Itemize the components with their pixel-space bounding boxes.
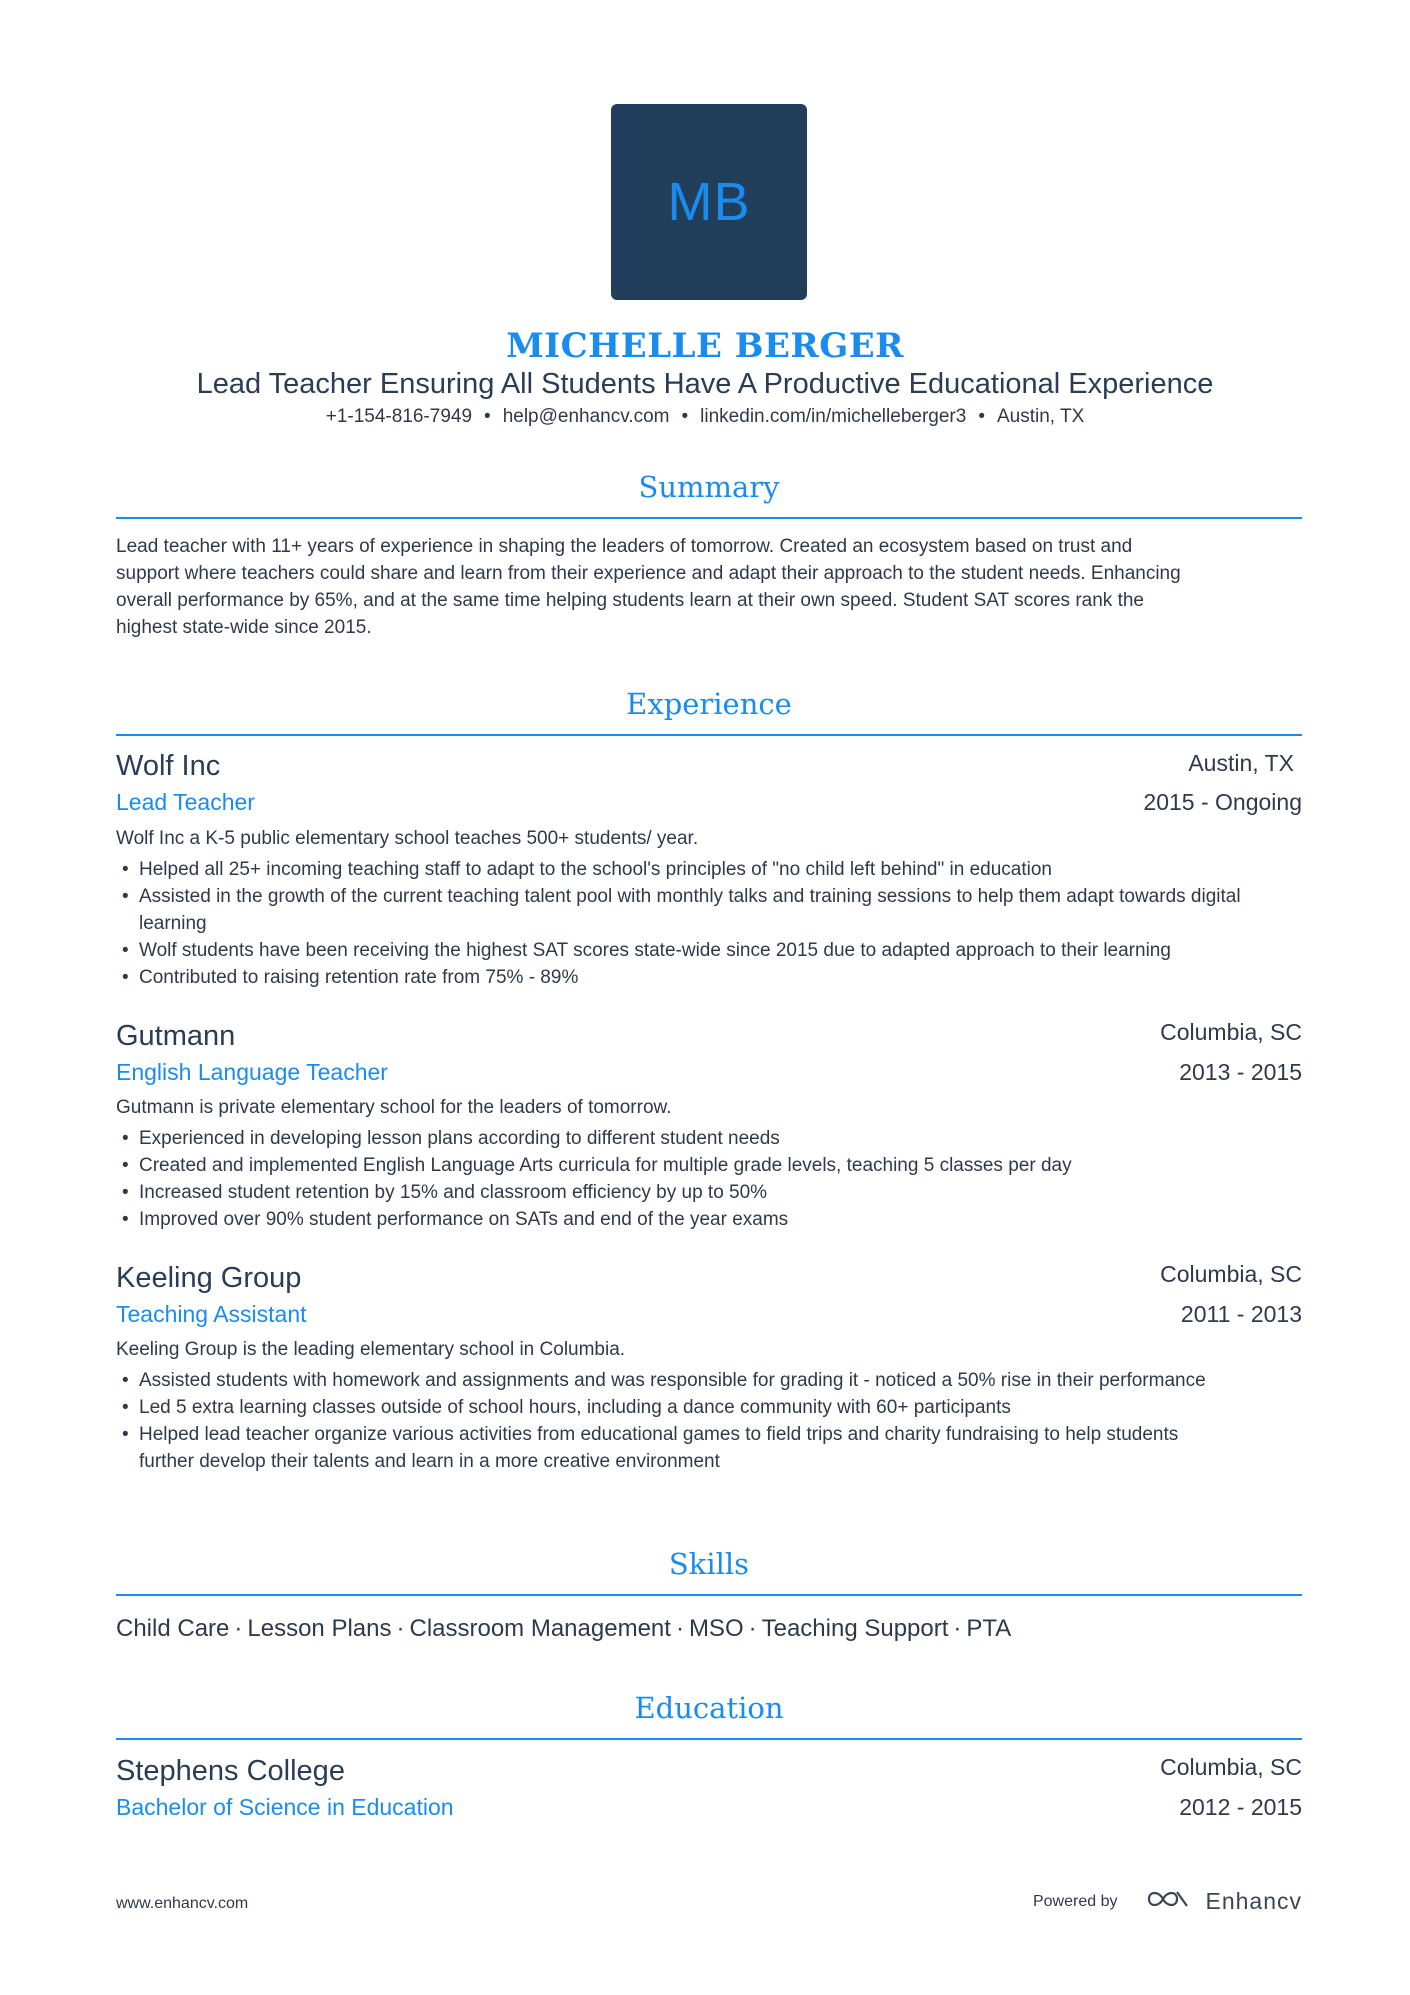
section-title-summary: Summary xyxy=(638,470,780,504)
email-link[interactable]: help@enhancv.com xyxy=(502,406,670,427)
job-description: Gutmann is private elementary school for the leaders of tomorrow. xyxy=(116,1097,672,1118)
location: Austin, TX xyxy=(996,406,1085,427)
summary-text xyxy=(116,533,1302,641)
separator-dot: · xyxy=(748,1615,757,1642)
education-location: Columbia, SC xyxy=(1160,1754,1302,1780)
linkedin-link[interactable]: linkedin.com/in/michelleberger3 xyxy=(700,406,967,427)
skill-item: Child Care xyxy=(116,1615,230,1642)
job-dates: 2015 - Ongoing xyxy=(1143,789,1302,815)
summary-line: highest state-wide since 2015. xyxy=(116,617,372,638)
section-title-education: Education xyxy=(634,1691,784,1725)
section-divider xyxy=(116,734,1302,736)
contact-bar xyxy=(0,406,1410,428)
skill-item: Classroom Management xyxy=(409,1615,671,1642)
job-role: English Language Teacher xyxy=(116,1059,388,1085)
list-item: • Created and implemented English Language Arts curricula for multiple grade levels, teaching 5 classes per day xyxy=(116,1152,1302,1179)
separator-dot: • xyxy=(681,406,689,427)
job-description: Keeling Group is the leading elementary school in Columbia. xyxy=(116,1339,626,1360)
separator-dot: · xyxy=(396,1615,405,1642)
job-location: Columbia, SC xyxy=(1160,1019,1302,1045)
job-bullets xyxy=(116,856,1302,991)
list-item: • Increased student retention by 15% and classroom efficiency by up to 50% xyxy=(116,1179,1302,1206)
summary-line: overall performance by 65%, and at the same time helping students learn at their own speed. Student SAT scores rank the xyxy=(116,590,1144,611)
job-company: Keeling Group xyxy=(116,1262,302,1294)
list-item: • Improved over 90% student performance on SATs and end of the year exams xyxy=(116,1206,1302,1233)
list-item: • Contributed to raising retention rate from 75% - 89% xyxy=(116,964,1302,991)
job-dates: 2013 - 2015 xyxy=(1179,1059,1302,1085)
skill-item: Teaching Support xyxy=(761,1615,949,1642)
skills-list xyxy=(116,1615,1011,1643)
list-item: • Experienced in developing lesson plans according to different student needs xyxy=(116,1125,1302,1152)
job-company: Gutmann xyxy=(116,1020,236,1052)
list-item: • Assisted students with homework and assignments and was responsible for grading it - noticed a 50% rise in their performance xyxy=(116,1367,1216,1394)
separator-dot: · xyxy=(953,1615,962,1642)
list-item: • Assisted in the growth of the current teaching talent pool with monthly talks and training sessions to help them adapt towards digital learning xyxy=(116,883,1302,937)
footer-branding xyxy=(1033,1886,1302,1917)
job-location: Columbia, SC xyxy=(1160,1261,1302,1287)
separator-dot: · xyxy=(234,1615,243,1642)
list-item: • Led 5 extra learning classes outside of school hours, including a dance community with 60+ participants xyxy=(116,1394,1216,1421)
section-divider xyxy=(116,517,1302,519)
list-item: • Helped lead teacher organize various activities from educational games to field trips and charity fundraising to help students further develop their talents and learn in a more creative environment xyxy=(116,1421,1216,1475)
education-degree: Bachelor of Science in Education xyxy=(116,1794,454,1820)
summary-line: support where teachers could share and learn from their experience and adapt their approach to the student needs. Enhancing xyxy=(116,563,1181,584)
section-title-experience: Experience xyxy=(626,687,792,721)
job-role: Lead Teacher xyxy=(116,789,255,815)
job-company: Wolf Inc xyxy=(116,750,221,782)
section-divider xyxy=(116,1738,1302,1740)
candidate-name: MICHELLE BERGER xyxy=(506,326,904,366)
job-bullets xyxy=(116,1367,1216,1475)
avatar-initials: MB xyxy=(667,172,751,232)
enhancv-brand-name[interactable]: Enhancv xyxy=(1205,1888,1302,1914)
separator-dot: • xyxy=(978,406,985,427)
powered-by-label: Powered by xyxy=(1032,1892,1118,1910)
headline: Lead Teacher Ensuring All Students Have A Productive Educational Experience xyxy=(196,368,1214,400)
separator-dot: · xyxy=(675,1615,684,1642)
list-item: • Helped all 25+ incoming teaching staff to adapt to the school's principles of "no child left behind" in education xyxy=(116,856,1302,883)
skill-item: Lesson Plans xyxy=(247,1615,392,1642)
section-title-skills: Skills xyxy=(668,1547,750,1581)
summary-line: Lead teacher with 11+ years of experience in shaping the leaders of tomorrow. Created an ecosystem based on trust and xyxy=(116,536,1133,557)
job-bullets xyxy=(116,1125,1302,1233)
separator-dot: • xyxy=(484,406,491,427)
section-divider xyxy=(116,1594,1302,1596)
education-school: Stephens College xyxy=(116,1755,345,1787)
avatar xyxy=(611,104,807,300)
job-role: Teaching Assistant xyxy=(116,1301,307,1327)
job-dates: 2011 - 2013 xyxy=(1180,1301,1302,1327)
skill-item: PTA xyxy=(966,1615,1012,1642)
enhancv-logo-icon xyxy=(1145,1886,1191,1917)
phone[interactable]: +1-154-816-7949 xyxy=(325,406,473,427)
list-item: • Wolf students have been receiving the highest SAT scores state-wide since 2015 due to adapted approach to their learning xyxy=(116,937,1302,964)
education-dates: 2012 - 2015 xyxy=(1179,1794,1302,1820)
skill-item: MSO xyxy=(688,1615,744,1642)
footer-website-link[interactable]: www.enhancv.com xyxy=(116,1895,249,1912)
job-location: Austin, TX xyxy=(1188,750,1294,776)
job-description: Wolf Inc a K-5 public elementary school teaches 500+ students/ year. xyxy=(116,828,699,849)
